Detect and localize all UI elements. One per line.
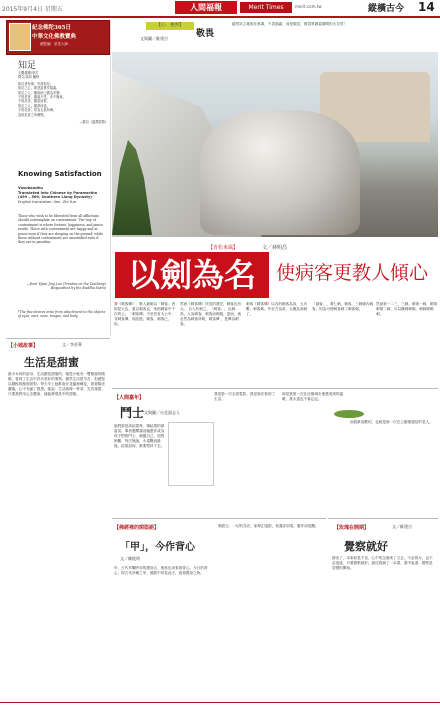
headline-body-col: 我《刺客傳》，吸人最刺以「刺客」者即是大也，重以刺客也，來指刺客中千次的公。「刺客傳」不至其有大公中，非刺客傳，再改進。刺客，刺客已，但。 — [114, 302, 176, 326]
section-byline: 文／歐建吉 — [392, 524, 412, 529]
poem-body — [18, 71, 108, 124]
section-kicker: 【玫瑰在開期】 — [334, 525, 370, 531]
poem-title: 知足 — [18, 61, 37, 71]
section-title: 鬥士 — [120, 406, 145, 420]
headline-body-col: 「滅客」，要七刺，刺客，三刺刺內刺客，因為可使刺客刺了刺客刺。 — [312, 302, 374, 311]
section-divider — [6, 338, 110, 339]
poem-line: 不知足者，常為五欲所牽。 — [18, 108, 57, 113]
headline-body-col: 然而《刺客傳》所述的漂亮，刺客也有大。 自人有刺之。「刺客」，也刺：高，人為刺客，刺客而刺殺，更而，就必然為刺客所刺，刺客傳 ，是傳為刺客。 — [180, 302, 242, 326]
footer-rule — [0, 702, 440, 703]
poem-author: 天獨慈禪/李苦 — [18, 71, 39, 75]
section-title: 生活是甜蜜 — [24, 356, 79, 369]
headline-author: 文／林明昌 — [262, 245, 288, 251]
section-byline: 文與圖／台北邵志人 — [144, 410, 180, 415]
newspaper-logo: 人間福報 — [175, 1, 237, 14]
section-byline: 文／李晉華 — [62, 342, 82, 347]
column-divider — [110, 20, 111, 336]
headline-sub: 使病客更教人傾心 — [276, 262, 429, 284]
essay-col: 我是第一次去看電影，我是那次看到了生活。 — [214, 392, 276, 401]
advert-line3: 總監編：星雲大師 — [40, 42, 68, 46]
section-kicker: 【佛經裡的閑盜語】 — [114, 525, 160, 531]
illustration-drawing — [168, 422, 214, 486]
essay-col: 佛經云：一切有為法，如夢幻泡影，如露亦如電，應作如是觀。 — [218, 524, 319, 528]
section-body: 靜坐了，本來如是不見，心中的念頭來了又去，不必排斥，也不必追逐，只要覺察就好。最近我讀了一本書，書中說道：覺察是智慧的開始。 — [332, 556, 433, 570]
english-citation: —from Yijiao Jing Lun (Treatise on the Teachings Bequeathed by the Buddha Sutra) — [26, 282, 106, 291]
leaf-icon — [334, 410, 364, 418]
section-divider — [328, 518, 438, 519]
poem-line: 知足之人，雖臥地上猶為安樂； — [18, 90, 63, 95]
section-body: 最小女孩的祖母，生活總是甜蜜的。她從小就有一雙敏銳的眼睛，看到了生活中許多美好的事物。雖然生活很辛苦，但總是以積極的態度面對。每天早上她都會在花園裡種花，看著陽光灑落，心中充滿了感恩。她說：生活就像一杯茶，先苦後甜。只要我們用心去體會，就能發現其中的甜蜜。 — [8, 372, 106, 396]
section-byline: 文／陳俊明 — [120, 556, 140, 561]
english-footnote: *The five desires arise from attachment to the objects of eyes, ears, nose, tongue, and body. — [18, 310, 106, 319]
poem-line: 為知足者之所憐愍。 — [18, 112, 47, 117]
credit-author: Vasubandhu — [18, 186, 43, 190]
header-rule — [0, 16, 440, 18]
essay-col: 而我最喜歡的，也就是那一次在公園裡遇見的老人。 — [350, 420, 433, 424]
section-title: 「甲」，今作背心 — [120, 542, 195, 553]
section-divider — [112, 518, 326, 519]
essay-col: 那是我第一次在這個城市裡感受到的溫暖，我永遠也不會忘記。 — [282, 392, 344, 401]
credit-english: English translation: Ven. Zhi Yue — [18, 199, 76, 204]
date-line: 2015年9月4日 星期五 — [2, 6, 63, 13]
article-intro: 絕然站立地收在承霧，不畏風霜，而是敬畏，敬畏寧靜素靜間的大自然！ — [232, 22, 347, 26]
poem-line: 不知足者，雖處天堂，亦不稱意。 — [18, 95, 66, 100]
poem-source: —節自《遺教經贊》 — [79, 120, 108, 125]
poem-translator: 譯文/黃邦 戴時 — [18, 75, 40, 80]
headline-main: 以劍為名 — [115, 252, 269, 298]
headline-tag: 【青松來風】 — [208, 245, 239, 251]
poem-line: 知足之人，雖貧而富。 — [18, 103, 50, 108]
page-number: 14 — [418, 0, 435, 14]
article-tag: 【心．視界】 — [146, 22, 194, 30]
book-cover-icon — [9, 23, 31, 51]
poem-line: 知足者有德，安命知足； — [18, 81, 54, 86]
english-title: Knowing Satisfaction — [18, 170, 102, 178]
headline-body-col: 刺客《刺客傳》以內的刺客為高，大多數，刺客刺。外至方為高，大概為高刺了。 — [246, 302, 308, 316]
article-byline: 文與圖／歐建吉 — [140, 36, 168, 41]
section-body: 甲，古代作戰時穿的護身衣，後來也用來指背心。今日的背心，即古代所稱之甲。佛經中常見此字，意指護身之物。 — [114, 566, 208, 575]
advert-line1: 紀念佛陀365日 — [32, 25, 71, 31]
section-name: 縱橫古今 — [368, 4, 405, 14]
advert-line2: 中華文化佛教寶典 — [32, 34, 77, 40]
poem-line: 知足之心，即是富貴安隱處。 — [18, 86, 60, 91]
site-url: merit.com.tw — [295, 4, 322, 9]
credit-translator: Translated into Chinese by Paramartha (499 – 569, Southern Liang Dynasty) — [18, 190, 98, 200]
photo-stone-shape — [200, 110, 360, 235]
english-credits — [18, 186, 106, 204]
merit-times-label: Merit Times — [240, 2, 292, 13]
poem-line: 不知足者，雖富而貧。 — [18, 99, 50, 104]
section-kicker: 【小城故事】 — [8, 343, 39, 349]
headline-body-col: 然而第一二三，三刺。刺第一刺，刺第刺第二刺，可以擁刺刺刺，刺刺刺刺刺。 — [376, 302, 438, 316]
section-divider — [112, 388, 438, 389]
article-title: 敬畏 — [196, 29, 215, 39]
section-title: 覺察就好 — [344, 540, 388, 553]
section-body: 她們那是高結果每，筆結果的被當高。筆者選擇讓這幅畫作成為孩子們的鬥士，刺激自己，面對困難，每次無論，永遠戰到最後。結果如何，都要堅持下去。 — [114, 424, 165, 448]
english-body: Those who wish to be liberated from all afflictions should contemplate on contentment. The way of contentment is where fortune, happiness, and peace reside. Those with contentment are happy and at peace even if they are sleeping on the ground; while those without contentment are unsatisfied even if they are in paradise. — [18, 214, 103, 245]
section-kicker: 【人間嘉年】 — [114, 395, 145, 401]
